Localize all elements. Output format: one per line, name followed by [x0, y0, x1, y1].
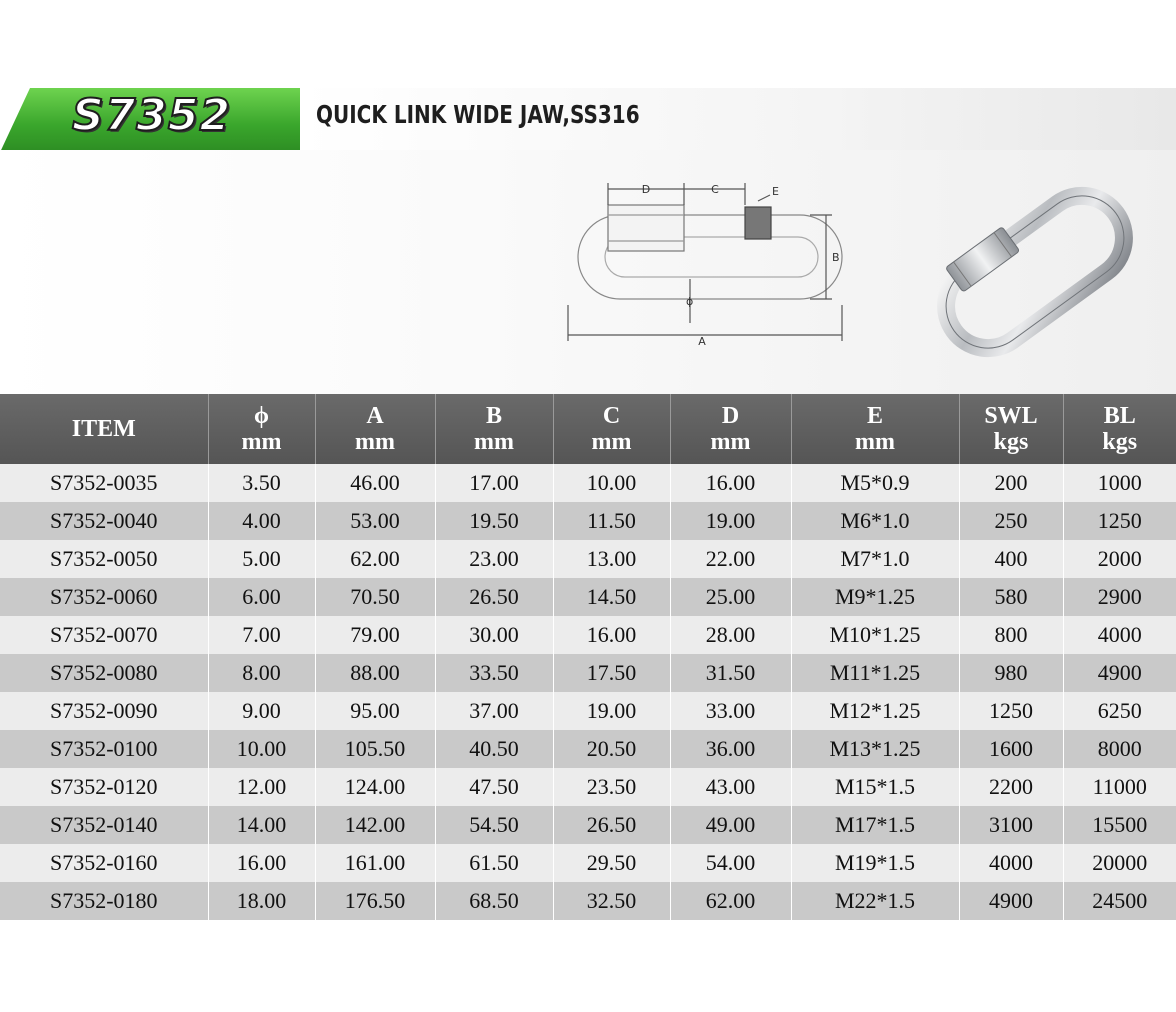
table-cell: 40.50 — [435, 730, 553, 768]
table-cell: 11000 — [1063, 768, 1176, 806]
header-phi: ϕ mm — [208, 394, 315, 464]
table-cell: 18.00 — [208, 882, 315, 920]
table-cell: S7352-0120 — [0, 768, 208, 806]
table-cell: 26.50 — [553, 806, 670, 844]
table-cell: 15500 — [1063, 806, 1176, 844]
table-cell: 19.50 — [435, 502, 553, 540]
table-cell: 2900 — [1063, 578, 1176, 616]
table-cell: 23.00 — [435, 540, 553, 578]
table-cell: 32.50 — [553, 882, 670, 920]
table-cell: 7.00 — [208, 616, 315, 654]
table-cell: 16.00 — [670, 464, 791, 502]
table-cell: 12.00 — [208, 768, 315, 806]
model-code: S7352 — [72, 90, 232, 141]
table-cell: S7352-0140 — [0, 806, 208, 844]
table-cell: M22*1.5 — [791, 882, 959, 920]
table-cell: S7352-0090 — [0, 692, 208, 730]
quick-link-photo — [895, 150, 1175, 394]
header-e: E mm — [791, 394, 959, 464]
header-bl: BL kgs — [1063, 394, 1176, 464]
table-cell: M7*1.0 — [791, 540, 959, 578]
table-cell: M12*1.25 — [791, 692, 959, 730]
table-row — [0, 844, 1176, 882]
table-cell: 16.00 — [208, 844, 315, 882]
table-cell: 4000 — [1063, 616, 1176, 654]
table-cell: 95.00 — [315, 692, 435, 730]
label-phi: ϕ — [686, 295, 694, 308]
table-cell: 4000 — [959, 844, 1063, 882]
table-cell: 580 — [959, 578, 1063, 616]
product-title: QUICK LINK WIDE JAW,SS316 — [316, 100, 640, 129]
table-cell: 46.00 — [315, 464, 435, 502]
table-cell: 68.50 — [435, 882, 553, 920]
table-cell: 17.50 — [553, 654, 670, 692]
table-row — [0, 578, 1176, 616]
illustration-area — [0, 150, 1176, 394]
table-cell: 2200 — [959, 768, 1063, 806]
table-cell: 10.00 — [553, 464, 670, 502]
table-cell: 62.00 — [315, 540, 435, 578]
table-cell: M19*1.5 — [791, 844, 959, 882]
table-cell: 20.50 — [553, 730, 670, 768]
table-cell: 1250 — [1063, 502, 1176, 540]
table-cell: 13.00 — [553, 540, 670, 578]
table-cell: 3100 — [959, 806, 1063, 844]
table-cell: M13*1.25 — [791, 730, 959, 768]
table-cell: 47.50 — [435, 768, 553, 806]
table-cell: 17.00 — [435, 464, 553, 502]
table-cell: 62.00 — [670, 882, 791, 920]
table-cell: 6.00 — [208, 578, 315, 616]
table-cell: M5*0.9 — [791, 464, 959, 502]
table-cell: 31.50 — [670, 654, 791, 692]
table-cell: 14.50 — [553, 578, 670, 616]
table-cell: 61.50 — [435, 844, 553, 882]
table-cell: 1600 — [959, 730, 1063, 768]
table-cell: 19.00 — [670, 502, 791, 540]
table-cell: 16.00 — [553, 616, 670, 654]
table-cell: M15*1.5 — [791, 768, 959, 806]
label-a: A — [698, 335, 706, 348]
table-cell: S7352-0160 — [0, 844, 208, 882]
table-cell: 1000 — [1063, 464, 1176, 502]
table-row — [0, 806, 1176, 844]
table-cell: 24500 — [1063, 882, 1176, 920]
table-row — [0, 502, 1176, 540]
table-cell: 37.00 — [435, 692, 553, 730]
table-cell: 14.00 — [208, 806, 315, 844]
table-cell: 176.50 — [315, 882, 435, 920]
table-cell: 49.00 — [670, 806, 791, 844]
table-cell: 4900 — [1063, 654, 1176, 692]
table-cell: 22.00 — [670, 540, 791, 578]
table-cell: 8.00 — [208, 654, 315, 692]
table-cell: 6250 — [1063, 692, 1176, 730]
table-cell: 28.00 — [670, 616, 791, 654]
table-cell: M6*1.0 — [791, 502, 959, 540]
table-cell: 54.50 — [435, 806, 553, 844]
table-cell: 30.00 — [435, 616, 553, 654]
table-cell: 124.00 — [315, 768, 435, 806]
table-cell: 10.00 — [208, 730, 315, 768]
label-b: B — [832, 251, 840, 264]
label-c: C — [711, 183, 719, 196]
table-cell: 3.50 — [208, 464, 315, 502]
table-cell: 70.50 — [315, 578, 435, 616]
table-row — [0, 540, 1176, 578]
table-cell: 19.00 — [553, 692, 670, 730]
header-c: C mm — [553, 394, 670, 464]
table-cell: 2000 — [1063, 540, 1176, 578]
table-row — [0, 692, 1176, 730]
table-cell: 36.00 — [670, 730, 791, 768]
table-cell: 88.00 — [315, 654, 435, 692]
table-row — [0, 654, 1176, 692]
table-cell: 4900 — [959, 882, 1063, 920]
table-cell: S7352-0060 — [0, 578, 208, 616]
table-cell: 200 — [959, 464, 1063, 502]
table-cell: S7352-0035 — [0, 464, 208, 502]
table-cell: 5.00 — [208, 540, 315, 578]
table-row — [0, 730, 1176, 768]
table-cell: 79.00 — [315, 616, 435, 654]
spec-table — [0, 394, 1176, 920]
table-row — [0, 616, 1176, 654]
header-d: D mm — [670, 394, 791, 464]
table-cell: 980 — [959, 654, 1063, 692]
label-e: E — [772, 185, 779, 198]
table-cell: 4.00 — [208, 502, 315, 540]
table-cell: 105.50 — [315, 730, 435, 768]
table-cell: 400 — [959, 540, 1063, 578]
table-cell: 43.00 — [670, 768, 791, 806]
table-cell: S7352-0180 — [0, 882, 208, 920]
header-item: ITEM — [0, 394, 208, 464]
dimension-diagram — [560, 175, 850, 350]
table-cell: M17*1.5 — [791, 806, 959, 844]
label-d: D — [641, 183, 651, 196]
table-cell: 29.50 — [553, 844, 670, 882]
table-cell: 26.50 — [435, 578, 553, 616]
table-cell: 9.00 — [208, 692, 315, 730]
table-cell: 1250 — [959, 692, 1063, 730]
table-cell: M11*1.25 — [791, 654, 959, 692]
table-cell: 142.00 — [315, 806, 435, 844]
table-cell: 161.00 — [315, 844, 435, 882]
table-cell: 20000 — [1063, 844, 1176, 882]
header-swl: SWL kgs — [959, 394, 1063, 464]
table-cell: 33.00 — [670, 692, 791, 730]
table-row — [0, 768, 1176, 806]
header-a: A mm — [315, 394, 435, 464]
table-row — [0, 464, 1176, 502]
table-cell: 25.00 — [670, 578, 791, 616]
table-cell: 33.50 — [435, 654, 553, 692]
title-banner — [0, 88, 1176, 150]
table-cell: M9*1.25 — [791, 578, 959, 616]
table-cell: S7352-0070 — [0, 616, 208, 654]
table-cell: 800 — [959, 616, 1063, 654]
table-cell: S7352-0040 — [0, 502, 208, 540]
table-cell: 250 — [959, 502, 1063, 540]
table-cell: 23.50 — [553, 768, 670, 806]
table-cell: 8000 — [1063, 730, 1176, 768]
table-cell: S7352-0100 — [0, 730, 208, 768]
table-cell: S7352-0050 — [0, 540, 208, 578]
table-cell: 53.00 — [315, 502, 435, 540]
table-row — [0, 882, 1176, 920]
table-cell: S7352-0080 — [0, 654, 208, 692]
table-cell: 54.00 — [670, 844, 791, 882]
table-header-row — [0, 394, 1176, 464]
table-body — [0, 464, 1176, 920]
table-cell: 11.50 — [553, 502, 670, 540]
table-cell: M10*1.25 — [791, 616, 959, 654]
header-b: B mm — [435, 394, 553, 464]
